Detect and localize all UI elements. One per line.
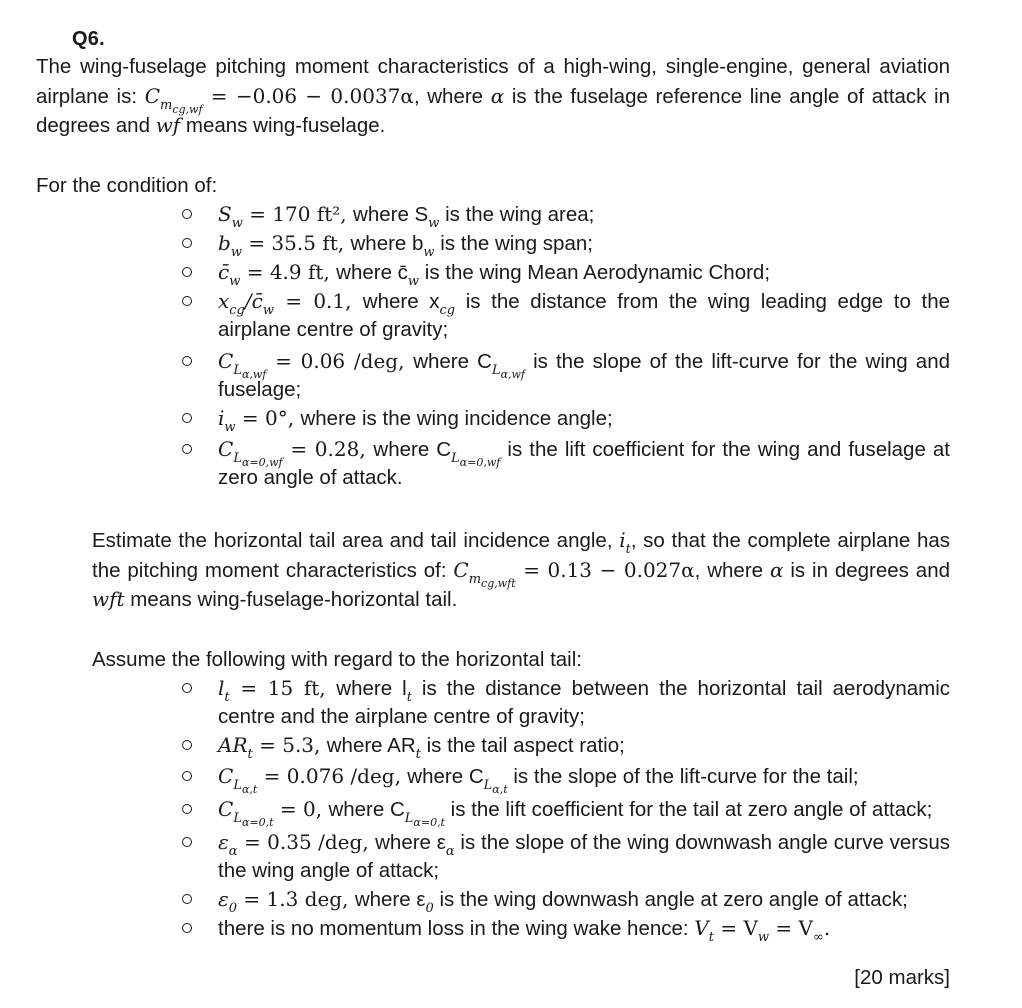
bullet-icon [182, 837, 192, 847]
bullet-icon [182, 413, 192, 423]
condition-item: $C_{L_{\alpha,wf}} = 0.06$ /deg, where $C_{L_{\alpha,wf}}$ is the slope of the lift-curve for the wing and fuselage; [0, 347, 950, 404]
bullet-icon [182, 296, 192, 306]
bullet-icon [182, 444, 192, 454]
condition-list [0, 200, 950, 492]
condition-item: $C_{L_{\alpha=0,wf}} = 0.28$, where $C_{L_{\alpha=0,wf}}$ is the lift coefficient for the wing and fuselage at zero angle of attack. [0, 435, 950, 492]
bullet-icon [182, 923, 192, 933]
condition-item: $S_w = 170$ ft², where $S_w$ is the wing area; [0, 200, 950, 229]
condition-item: $c̄_w = 4.9$ ft, where $c̄_w$ is the wing Mean Aerodynamic Chord; [0, 258, 950, 287]
bullet-icon [182, 771, 192, 781]
tail-item: there is no momentum loss in the wing wake hence: $V_t = V_w = V_\infty$. [0, 914, 950, 943]
tail-item: $\varepsilon_\alpha = 0.35$ /deg, where $\varepsilon_\alpha$ is the slope of the wing downwash angle curve versus the wing angle of attack; [0, 828, 950, 885]
tail-item: $C_{L_{\alpha,t}} = 0.076$ /deg, where $C_{L_{\alpha,t}}$ is the slope of the lift-curve for the tail; [0, 762, 950, 791]
bullet-icon [182, 894, 192, 904]
condition-item: $i_w = 0^\circ$, where is the wing incidence angle; [0, 404, 950, 433]
tail-item: $AR_t = 5.3$, where $AR_t$ is the tail aspect ratio; [0, 731, 950, 760]
intro-equation: $C_{m_{cg,wf}} = -0.06 - 0.0037\alpha$ [144, 83, 414, 116]
bullet-icon [182, 740, 192, 750]
tail-list [0, 674, 950, 943]
bullet-icon [182, 683, 192, 693]
bullet-icon [182, 267, 192, 277]
intro-paragraph: The wing-fuselage pitching moment characteristics of a high-wing, single-engine, general aviation airplane is: $C_{m_{cg,wf}} = -0.06 - 0.0037\alpha$, where α is the fuselage reference line angle of attack in degrees and wf means wing-fuselage. [36, 55, 950, 137]
intro-text: The wing-fuselage pitching moment characteristics of a high-wing, single-engine, general aviation airplane is: [36, 55, 950, 108]
condition-heading: For the condition of: [36, 174, 218, 197]
condition-item: $x_{cg}/c̄_w = 0.1$, where $x_{cg}$ is the distance from the wing leading edge to the airplane centre of gravity; [0, 287, 950, 344]
tail-item: $l_t = 15$ ft, where $l_t$ is the distance between the horizontal tail aerodynamic centre and the airplane centre of gravity; [0, 674, 950, 731]
estimate-paragraph: Estimate the horizontal tail area and tail incidence angle, $i_t$, so that the complete airplane has the pitching moment characteristics of: $C_{m_{cg,wft}} = 0.13 - 0.027\alpha$, where α is in degrees and wft means wing-fuselage-horizontal tail. [92, 528, 951, 611]
bullet-icon [182, 804, 192, 814]
marks-label: [20 marks] [854, 966, 950, 989]
condition-item: $b_w = 35.5$ ft, where $b_w$ is the wing span; [0, 229, 950, 258]
bullet-icon [182, 238, 192, 248]
tail-item: $C_{L_{\alpha=0,t}} = 0$, where $C_{L_{\alpha=0,t}}$ is the lift coefficient for the tail at zero angle of attack; [0, 795, 950, 824]
assume-heading: Assume the following with regard to the horizontal tail: [92, 648, 582, 671]
bullet-icon [182, 356, 192, 366]
bullet-icon [182, 209, 192, 219]
tail-item: $\varepsilon_0 = 1.3$ deg, where $\varepsilon_0$ is the wing downwash angle at zero angle of attack; [0, 885, 950, 914]
question-number: Q6. [72, 28, 105, 50]
